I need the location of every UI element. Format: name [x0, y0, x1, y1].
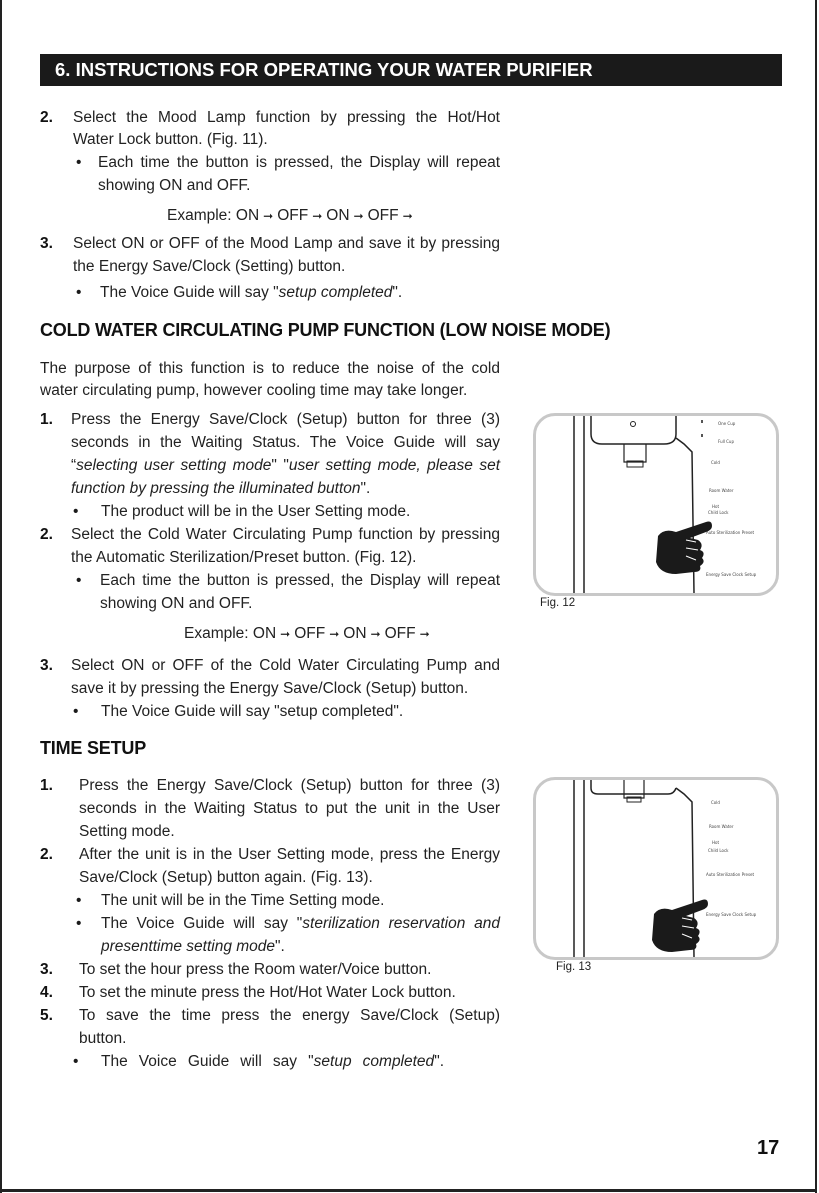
step-text: button. [79, 1030, 127, 1047]
figure-label: Room Water [709, 488, 734, 493]
bullet-icon: • [76, 892, 82, 909]
step-text: To set the minute press the Hot/Hot Water Lock button. [79, 984, 456, 1001]
figure-label: Cold [711, 800, 720, 805]
step-number: 4. [40, 984, 53, 1001]
bullet-text: The Voice Guide will say "setup completed". [101, 703, 404, 720]
step-text: Select the Mood Lamp function by pressing the Hot/Hot [73, 109, 500, 126]
step-text: Select ON or OFF of the Mood Lamp and save it by pressing [73, 235, 500, 252]
figure-label: Energy Save Clock Setup [706, 572, 757, 577]
page-frame-bottom [0, 1189, 817, 1192]
example-line [167, 204, 417, 228]
bullet-text: Each time the button is pressed, the Display will repeat [98, 154, 500, 171]
step-text: Select ON or OFF of the Cold Water Circulating Pump and [71, 657, 500, 674]
figure-caption: Fig. 12 [540, 597, 576, 609]
bullet-icon: • [76, 915, 82, 932]
page-frame-right [815, 0, 817, 1193]
step-text: Save/Clock (Setup) button again. (Fig. 13). [79, 869, 373, 886]
step-number: 3. [40, 235, 53, 252]
step-text: function by pressing the illuminated button". [71, 480, 371, 497]
arrow-icon: ➞ [370, 627, 381, 641]
pointing-hand-icon [652, 900, 708, 953]
purifier-panel-illustration [536, 416, 776, 593]
step-text: save it by pressing the Energy Save/Clock (Setup) button. [71, 680, 469, 697]
figure-label: One Cup [718, 421, 736, 426]
bullet-icon: • [73, 703, 79, 720]
section-heading: TIME SETUP [40, 738, 147, 758]
example-part: ON [326, 207, 350, 224]
arrow-icon: ➞ [280, 627, 291, 641]
step-number: 2. [40, 526, 53, 543]
paragraph-text: The purpose of this function is to reduce the noise of the cold [40, 360, 500, 377]
bullet-text: The Voice Guide will say "sterilization reservation and [101, 915, 501, 932]
bullet-text: The product will be in the User Setting mode. [101, 503, 411, 520]
step-text: Press the Energy Save/Clock (Setup) button for three (3) [79, 777, 500, 794]
figure-label: Auto Sterilization Preset [706, 530, 755, 535]
step-text: Water Lock button. (Fig. 11). [73, 131, 268, 148]
step-number: 3. [40, 657, 53, 674]
figure-12 [533, 413, 779, 596]
step-number: 2. [40, 109, 53, 126]
paragraph-text: water circulating pump, however cooling time may take longer. [40, 382, 468, 399]
step-text: After the unit is in the User Setting mode, press the Energy [79, 846, 500, 863]
step-number: 5. [40, 1007, 53, 1024]
step-text: Select the Cold Water Circulating Pump function by pressing [71, 526, 500, 543]
figure-caption: Fig. 13 [556, 961, 592, 973]
bullet-text: The Voice Guide will say "setup completed". [101, 1053, 444, 1070]
figure-label: Hot [712, 840, 720, 845]
figure-label: Auto Sterilization Preset [706, 872, 755, 877]
example-part: OFF [294, 625, 326, 642]
figure-13 [533, 777, 779, 960]
example-part: OFF [384, 625, 416, 642]
figure-label: Child Lock [708, 848, 729, 853]
bullet-icon: • [76, 284, 82, 301]
bullet-icon: • [73, 1053, 79, 1070]
arrow-icon: ➞ [402, 209, 413, 223]
example-part: ON [343, 625, 367, 642]
step-text: Setting mode. [79, 823, 175, 840]
bullet-text: showing ON and OFF. [98, 177, 251, 194]
bullet-text: Each time the button is pressed, the Display will repeat [100, 572, 500, 589]
example-part: OFF [367, 207, 399, 224]
arrow-icon: ➞ [419, 627, 430, 641]
step-text: To save the time press the energy Save/Clock (Setup) [79, 1007, 500, 1024]
step-text: Press the Energy Save/Clock (Setup) button for three (3) [71, 411, 500, 428]
example-part: Example: ON [184, 625, 277, 642]
figure-label: Hot [712, 504, 720, 509]
arrow-icon: ➞ [263, 209, 274, 223]
step-number: 1. [40, 411, 53, 428]
example-part: OFF [277, 207, 309, 224]
example-line [184, 622, 434, 646]
step-text: To set the hour press the Room water/Voice button. [79, 961, 432, 978]
bullet-text: presenttime setting mode". [101, 938, 285, 955]
bullet-icon: • [73, 503, 79, 520]
section-banner: 6. INSTRUCTIONS FOR OPERATING YOUR WATER PURIFIER [40, 54, 782, 86]
step-text: seconds in the Waiting Status. The Voice Guide will say [71, 434, 500, 451]
figure-label: Cold [711, 460, 720, 465]
section-heading: COLD WATER CIRCULATING PUMP FUNCTION (LOW NOISE MODE) [40, 320, 611, 340]
arrow-icon: ➞ [353, 209, 364, 223]
purifier-panel-illustration [536, 780, 776, 957]
arrow-icon: ➞ [312, 209, 323, 223]
step-text: “selecting user setting mode" "user setting mode, please set [71, 457, 501, 474]
example-part: Example: ON [167, 207, 260, 224]
step-text: the Energy Save/Clock (Setting) button. [73, 258, 346, 275]
bullet-text: The unit will be in the Time Setting mode. [101, 892, 385, 909]
pointing-hand-icon [656, 522, 712, 575]
step-number: 3. [40, 961, 53, 978]
bullet-text: The Voice Guide will say "setup completed". [100, 284, 403, 301]
bullet-icon: • [76, 154, 82, 171]
figure-label: Energy Save Clock Setup [706, 912, 757, 917]
step-number: 2. [40, 846, 53, 863]
bullet-text: showing ON and OFF. [100, 595, 253, 612]
bullet-icon: • [76, 572, 82, 589]
figure-label: Room Water [709, 824, 734, 829]
figure-label: Child Lock [708, 510, 729, 515]
figure-label: Full Cup [718, 439, 734, 444]
page-number: 17 [757, 1137, 780, 1159]
arrow-icon: ➞ [329, 627, 340, 641]
step-text: seconds in the Waiting Status to put the unit in the User [79, 800, 500, 817]
step-text: the Automatic Sterilization/Preset button. (Fig. 12). [71, 549, 417, 566]
step-number: 1. [40, 777, 53, 794]
page-frame-left [0, 0, 2, 1193]
